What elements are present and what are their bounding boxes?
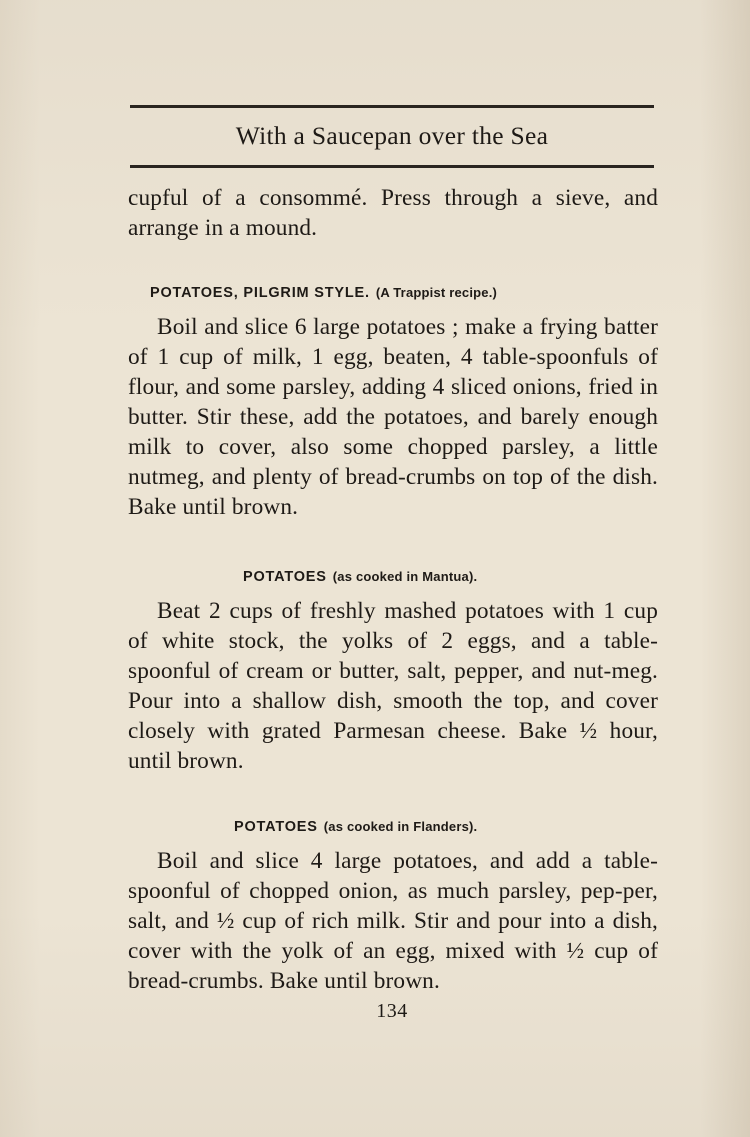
recipe-body-flanders: Boil and slice 4 large potatoes, and add a table-spoonful of chopped onion, as much parsley, pep-per, salt, and ½ cup of rich milk. Stir and pour into a dish, cover with the yolk of an egg, mixed with ½ cup of bread-crumbs. Bake until brown.	[128, 848, 658, 994]
continuation-paragraph: cupful of a consommé. Press through a sieve, and arrange in a mound.	[128, 185, 658, 241]
recipe-heading-mantua	[243, 569, 477, 585]
recipe-body-mantua: Beat 2 cups of freshly mashed potatoes with 1 cup of white stock, the yolks of 2 eggs, and a table-spoonful of cream or butter, salt, pepper, and nut-meg. Pour into a shallow dish, smooth the top, and cover closely with grated Parmesan cheese. Bake ½ hour, until brown.	[128, 598, 658, 774]
page-number: 134	[376, 1000, 408, 1022]
header-rule-bottom	[130, 165, 654, 168]
recipe-title: POTATOES, PILGRIM STYLE.	[150, 285, 370, 301]
header-rule-top	[130, 105, 654, 108]
recipe-heading-flanders	[234, 819, 477, 835]
running-head: With a Saucepan over the Sea	[235, 121, 549, 150]
recipe-title: POTATOES	[243, 569, 327, 585]
recipe-note: (A Trappist recipe.)	[375, 285, 498, 300]
recipe-heading-pilgrim	[150, 285, 497, 301]
recipe-note: (as cooked in Mantua).	[332, 569, 478, 584]
recipe-body-pilgrim: Boil and slice 6 large potatoes ; make a frying batter of 1 cup of milk, 1 egg, beaten, 4 table-spoonfuls of flour, and some parsley, adding 4 sliced onions, fried in butter. Stir these, add the potatoes, and barely enough milk to cover, also some chopped parsley, a little nutmeg, and plenty of bread-crumbs on top of the dish. Bake until brown.	[128, 314, 658, 520]
recipe-note: (as cooked in Flanders).	[323, 819, 478, 834]
recipe-title: POTATOES	[234, 819, 318, 835]
